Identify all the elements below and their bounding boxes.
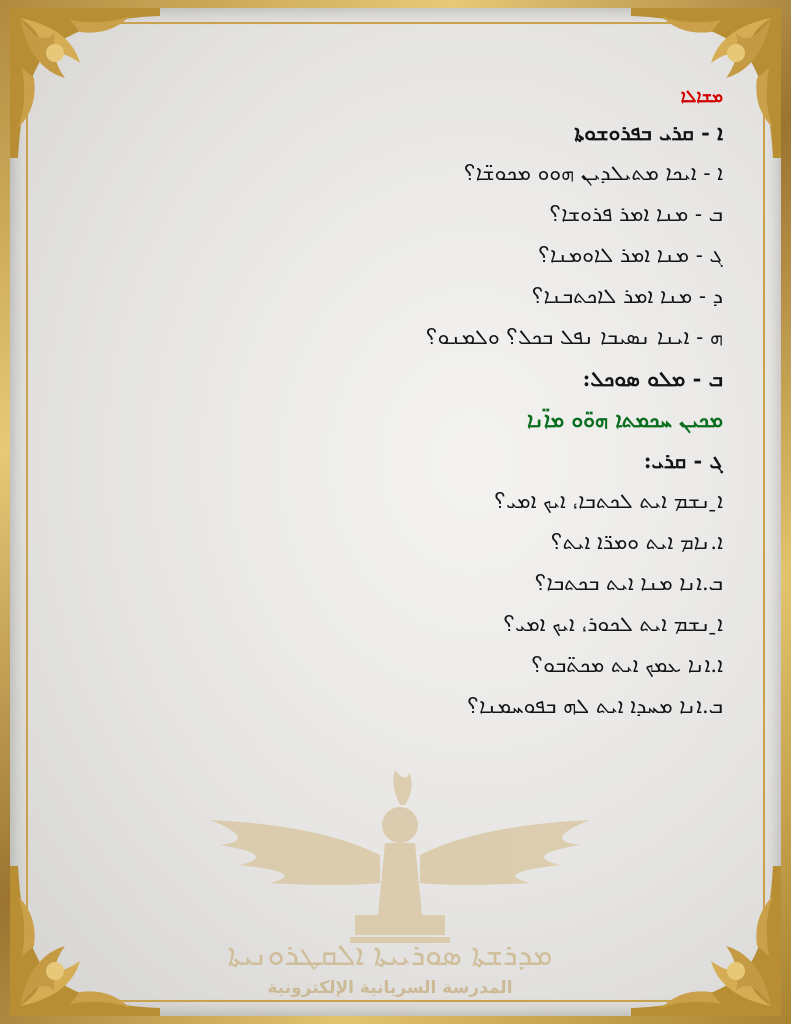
reading-line: ܐ.ܢܐܡ ܐܝܬ ܘܡܪ̈ܐ ܐܝܬ؟: [550, 530, 723, 554]
page-heading: ܡܫܐܠܐ: [680, 87, 723, 107]
question-line: ܐ - ܐܝܟܐ ܡܬܝܠܕܝܢ ܗܘܘ ܡܟܘܫ̈ܐ؟: [464, 161, 723, 185]
section-c-title: ܓ - ܩܪܝ:: [643, 448, 723, 473]
school-name-arabic: المدرسة السريانية الإلكترونية: [267, 978, 513, 998]
school-name-syriac: ܡܕܪܫܬܐ ܣܘܪܝܝܬܐ ܐܠܩܛܪܘܢܝܬܐ: [227, 938, 553, 973]
question-line: ܒ - ܡܢܐ ܐܡܪ ܦܪܘܫܐ؟: [549, 202, 723, 226]
section-b-title: ܒ - ܡܠܘ ܣܘܟܠ:: [582, 366, 723, 391]
reading-line: ܒ.ܐܢܐ ܡܚܕܐ ܐܝܬ ܠܗ ܒܦܘܚܡܢܐ؟: [467, 694, 723, 718]
exercise-content: [83, 82, 723, 727]
paper-page: [10, 8, 781, 1016]
question-line: ܗ - ܐܝܢܐ ܢܣܝܒܐ ܢܦܠ ܒܟܠ؟ ܘܠܡܢܘ؟: [425, 325, 723, 349]
question-line: ܓ - ܡܢܐ ܐܡܪ ܠܐܘܡܢܐ؟: [538, 243, 723, 267]
question-line: ܕ - ܡܢܐ ܐܡܪ ܠܐܟܬܒܢܐ؟: [531, 284, 723, 308]
reading-line: ܐ.ܐܢܐ ܥܡܟ ܐܝܬ ܡܟܬ̈ܒܘ؟: [531, 653, 723, 677]
reading-line: ܒ.ܐܢܐ ܡܢܐ ܐܝܬ ܒܟܬܒܐ؟: [534, 571, 723, 595]
reading-line: ܐ̱ ܢܫܡ ܐܝܬ ܠܟܘܪ، ܐܝܟ ܐܡܝ؟: [503, 612, 723, 636]
reading-line: ܐ̱ ܢܫܡ ܐܝܬ ܠܟܬܒܐ، ܐܝܟ ܐܡܝ؟: [494, 489, 723, 513]
ornament-corner-icon: [10, 866, 160, 1016]
section-a-title: ܐ - ܩܪܝ ܒܦܪܘܫܘܬܐ: [574, 120, 723, 145]
word-bank: ܡܟܝܢ ܚܟܡܬܐ ܗܘ̈ܘ ܡܐ̈ܢܐ: [527, 407, 723, 432]
ornament-corner-icon: [631, 866, 781, 1016]
